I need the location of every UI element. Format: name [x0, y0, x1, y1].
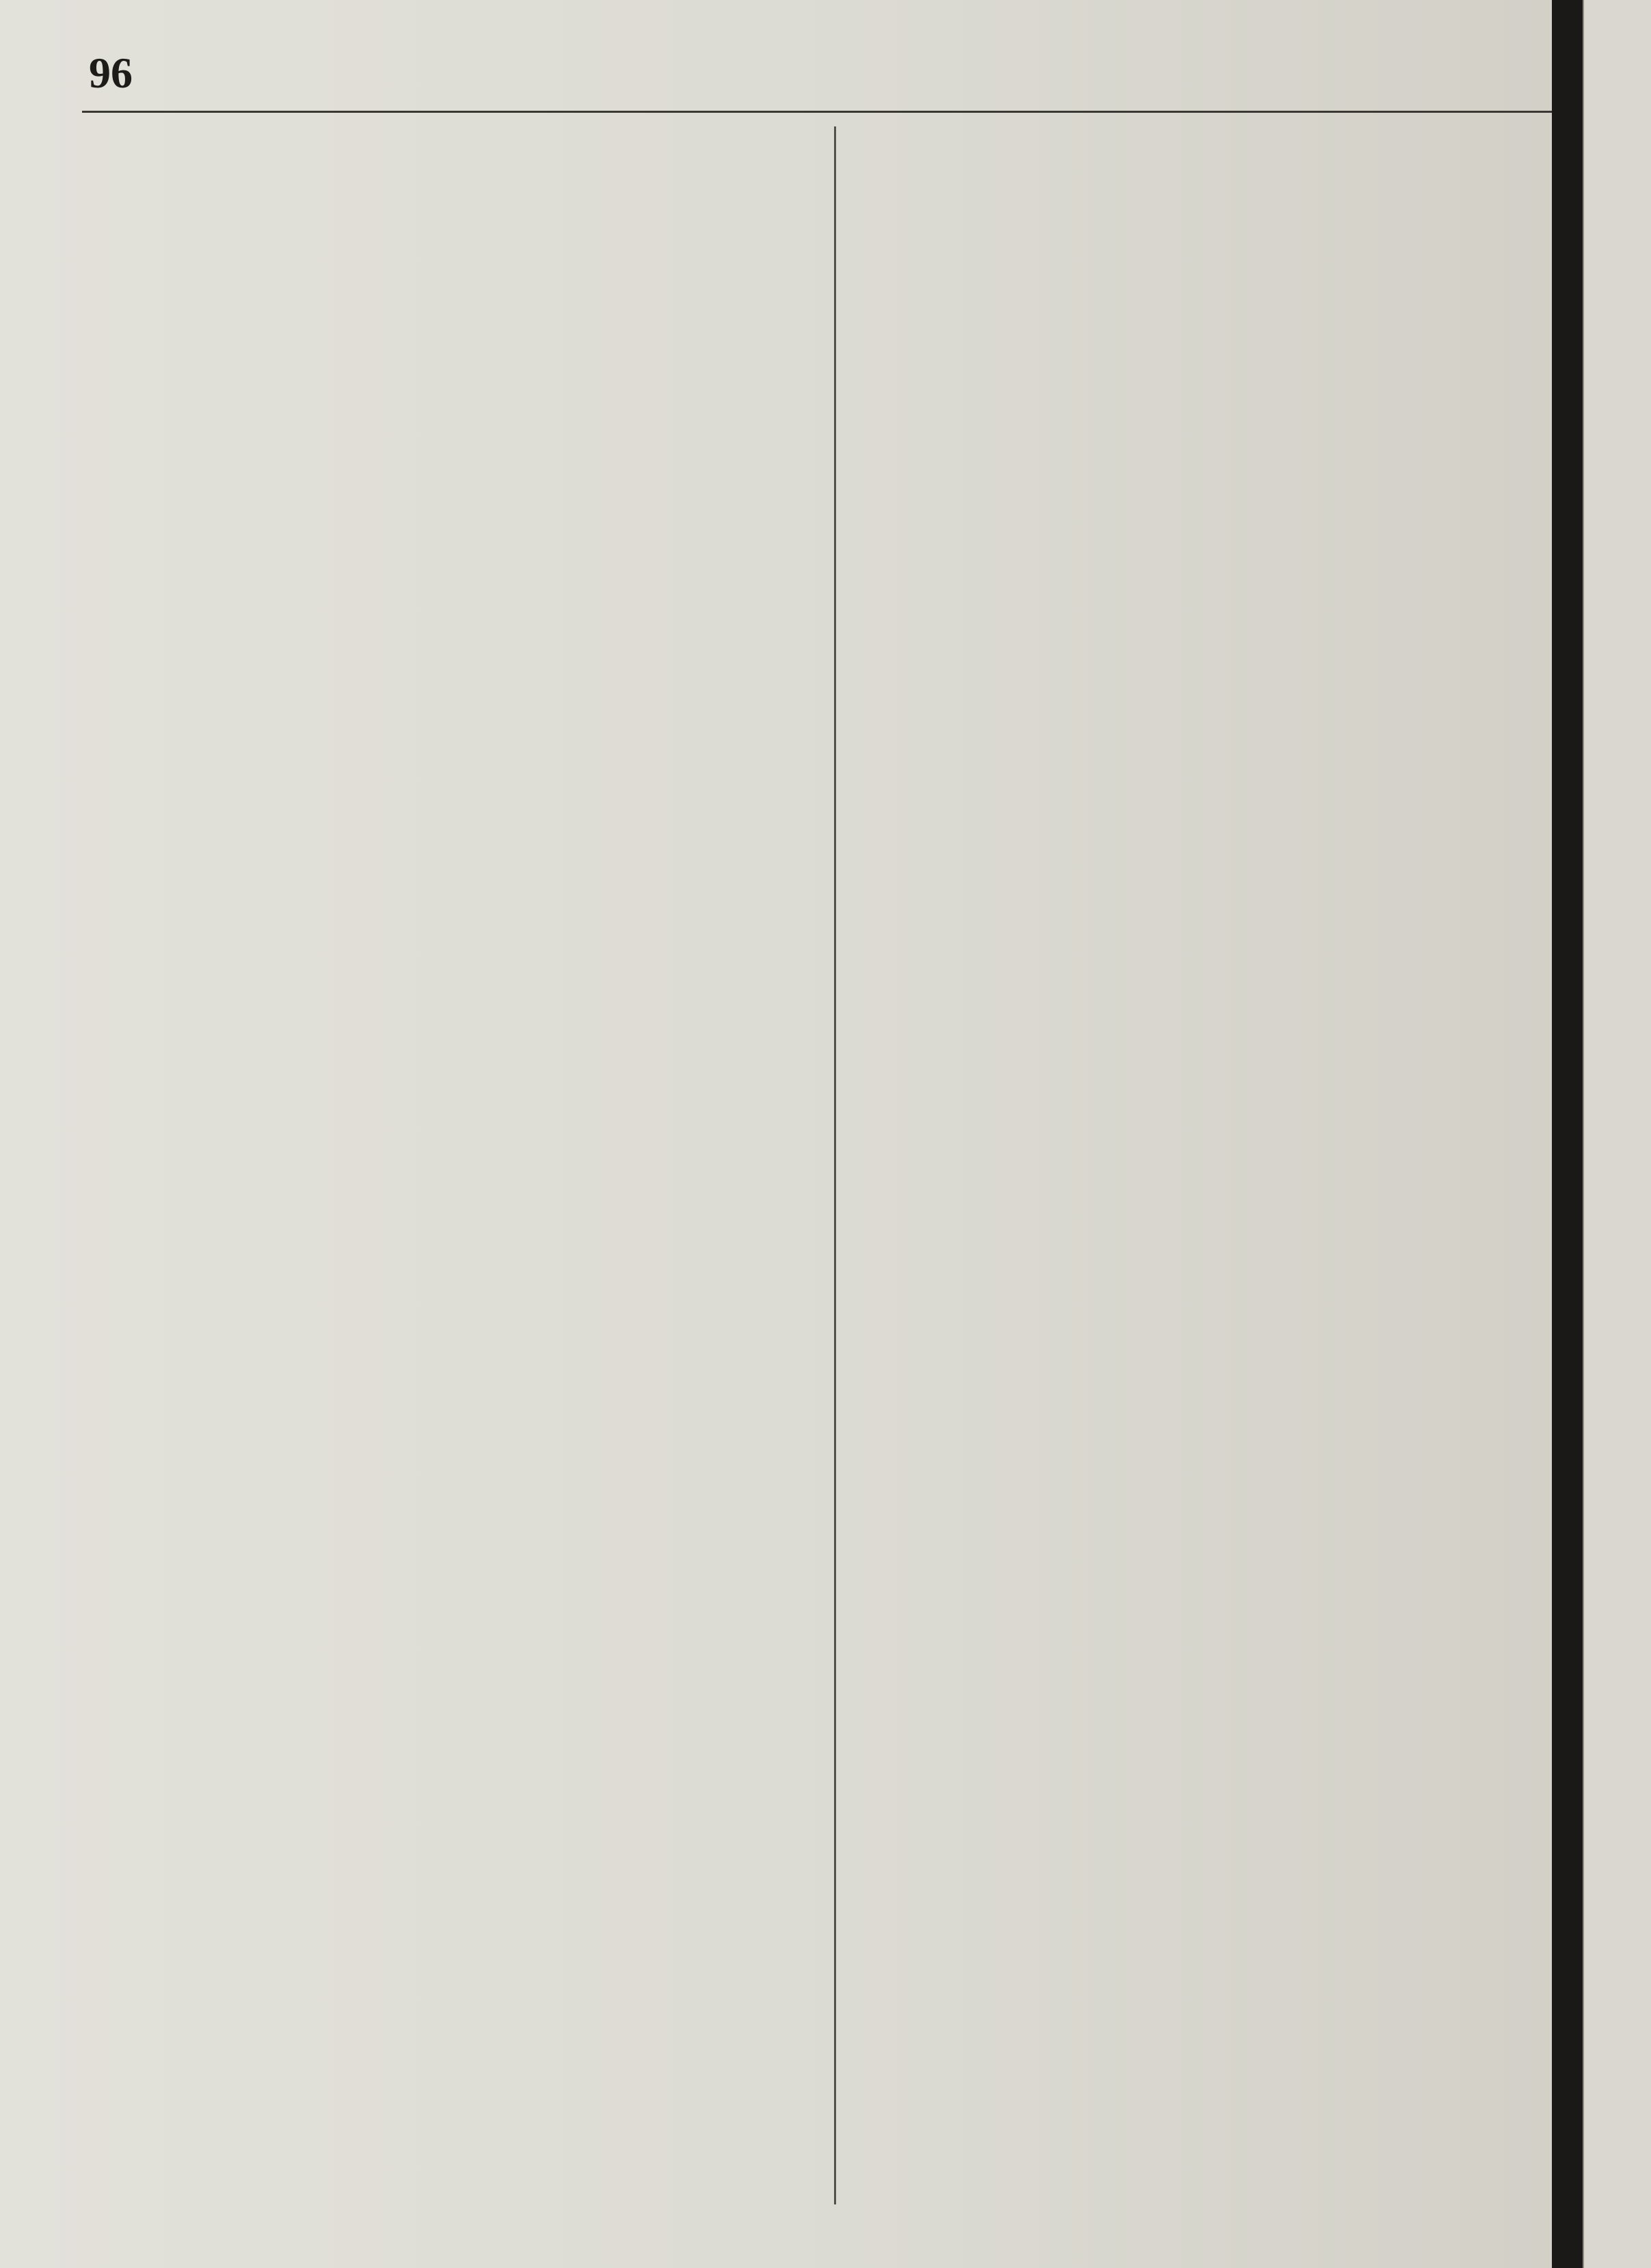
page-number: 96	[89, 49, 133, 97]
right-column	[851, 123, 1555, 2228]
left-column	[92, 123, 817, 2228]
book-gutter	[1552, 0, 1583, 2268]
column-divider	[834, 126, 836, 2204]
page-header	[82, 42, 1552, 113]
adjacent-page-edge	[1583, 0, 1651, 2268]
